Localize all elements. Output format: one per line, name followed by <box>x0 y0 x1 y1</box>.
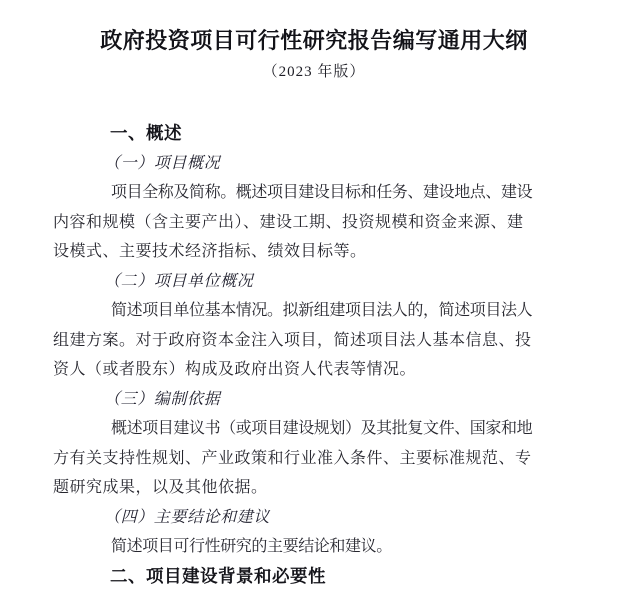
subheading-1-4-main-conclusions: （四）主要结论和建议 <box>104 508 271 526</box>
document-title: 政府投资项目可行性研究报告编写通用大纲 <box>100 28 528 53</box>
paragraph-project-overview-line-1: 项目全称及简称。概述项目建设目标和任务、建设地点、建设 <box>111 184 533 201</box>
heading-section-1-overview: 一、概述 <box>110 123 182 143</box>
paragraph-project-unit-line-2: 组建方案。对于政府资本金注入项目，简述项目法人基本信息、投 <box>53 331 532 349</box>
subheading-1-2-project-unit-overview: （二）项目单位概况 <box>104 272 254 290</box>
paragraph-main-conclusions-line-1: 简述项目可行性研究的主要结论和建议。 <box>111 538 392 555</box>
subheading-1-1-project-overview: （一）项目概况 <box>104 154 221 172</box>
paragraph-compilation-basis-line-1: 概述项目建议书（或项目建设规划）及其批复文件、国家和地 <box>111 420 533 437</box>
paragraph-compilation-basis-line-2: 方有关支持性规划、产业政策和行业准入条件、主要标准规范、专 <box>53 449 532 467</box>
paragraph-compilation-basis-line-3: 题研究成果，以及其他依据。 <box>53 479 268 496</box>
paragraph-project-unit-line-1: 简述项目单位基本情况。拟新组建项目法人的，简述项目法人 <box>111 302 533 319</box>
paragraph-project-overview-line-2: 内容和规模（含主要产出）、建设工期、投资规模和资金来源、建 <box>53 213 524 231</box>
paragraph-project-unit-line-3: 资人（或者股东）构成及政府出资人代表等情况。 <box>53 361 417 378</box>
subheading-1-3-compilation-basis: （三）编制依据 <box>104 390 221 408</box>
document-body <box>53 119 573 591</box>
heading-section-2-background-necessity: 二、项目建设背景和必要性 <box>110 565 326 586</box>
document-subtitle: （2023 年版） <box>262 64 366 80</box>
paragraph-project-overview-line-3: 设模式、主要技术经济指标、绩效目标等。 <box>53 243 367 260</box>
